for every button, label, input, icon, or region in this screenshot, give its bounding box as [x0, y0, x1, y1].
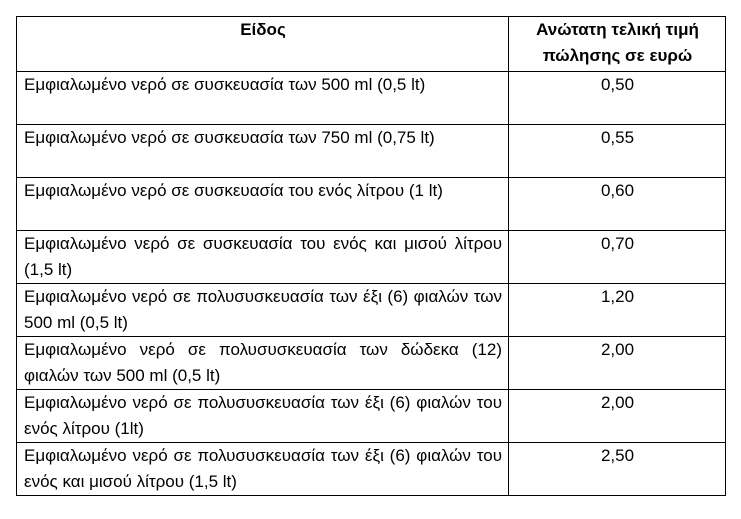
item-cell: Εμφιαλωμένο νερό σε συσκευασία του ενός και μισού λίτρου (1,5 lt)	[17, 231, 509, 284]
price-cell: 0,60	[509, 178, 726, 231]
table-row	[17, 284, 726, 337]
price-cell: 2,00	[509, 390, 726, 443]
item-cell: Εμφιαλωμένο νερό σε πολυσυσκευασία των έξι (6) φιαλών των 500 ml (0,5 lt)	[17, 284, 509, 337]
price-cell: 2,00	[509, 337, 726, 390]
price-cell: 0,50	[509, 72, 726, 125]
item-cell: Εμφιαλωμένο νερό σε συσκευασία των 750 ml (0,75 lt)	[17, 125, 509, 178]
table-row	[17, 443, 726, 496]
item-cell: Εμφιαλωμένο νερό σε πολυσυσκευασία των έξι (6) φιαλών του ενός λίτρου (1lt)	[17, 390, 509, 443]
price-cell: 0,55	[509, 125, 726, 178]
price-cell: 1,20	[509, 284, 726, 337]
price-cell: 2,50	[509, 443, 726, 496]
table-row	[17, 390, 726, 443]
item-cell: Εμφιαλωμένο νερό σε πολυσυσκευασία των δώδεκα (12) φιαλών των 500 ml (0,5 lt)	[17, 337, 509, 390]
price-table	[16, 16, 726, 496]
table-row	[17, 72, 726, 125]
item-cell: Εμφιαλωμένο νερό σε συσκευασία των 500 ml (0,5 lt)	[17, 72, 509, 125]
column-header-price: Ανώτατη τελική τιμή πώλησης σε ευρώ	[509, 17, 726, 72]
table-header-row	[17, 17, 726, 72]
table-row	[17, 178, 726, 231]
price-cell: 0,70	[509, 231, 726, 284]
table-row	[17, 231, 726, 284]
table-row	[17, 337, 726, 390]
column-header-item: Είδος	[17, 17, 509, 72]
table-row	[17, 125, 726, 178]
item-cell: Εμφιαλωμένο νερό σε συσκευασία του ενός λίτρου (1 lt)	[17, 178, 509, 231]
item-cell: Εμφιαλωμένο νερό σε πολυσυσκευασία των έξι (6) φιαλών του ενός και μισού λίτρου (1,5 lt)	[17, 443, 509, 496]
